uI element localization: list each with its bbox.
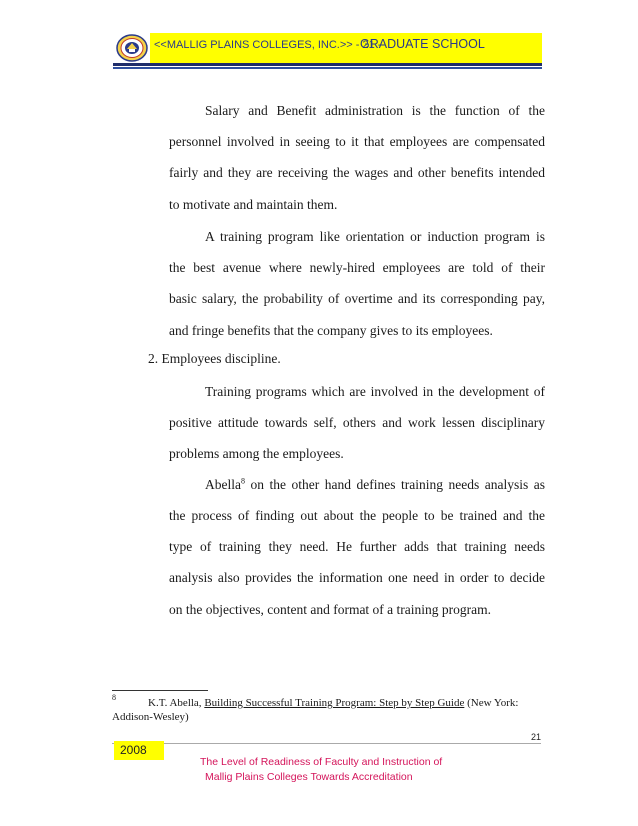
footnote-citation xyxy=(148,697,543,709)
header-school-text: GRADUATE SCHOOL xyxy=(360,37,485,51)
text-line: Training programs which are involved in the development of xyxy=(205,384,545,399)
footnote-number: 8 xyxy=(112,693,116,702)
footer-title-line-1: The Level of Readiness of Faculty and Instruction of xyxy=(200,756,443,768)
text-line: Salary and Benefit administration is the function of the xyxy=(205,103,545,118)
text-line: the process of finding out about the people to be trained and the xyxy=(169,508,545,523)
text-line-rest: on the other hand defines training needs analysis as xyxy=(245,477,545,492)
text-line: analysis also provides the information one need in order to decide xyxy=(169,570,545,585)
text-line: fairly and they are receiving the wages and other benefits intended xyxy=(169,165,545,180)
text-line: on the objectives, content and format of a training program. xyxy=(169,602,492,617)
footer-title-line-2: Mallig Plains Colleges Towards Accreditation xyxy=(205,771,413,783)
text-line: the best avenue where newly-hired employees are told of their xyxy=(169,260,545,275)
text-line: personnel involved in seeing to it that employees are compensated xyxy=(169,134,545,149)
footnote-author: K.T. Abella, xyxy=(148,697,205,709)
footnote-publisher: (New York: xyxy=(464,697,519,709)
author-name: Abella xyxy=(205,477,241,492)
text-line: positive attitude towards self, others and work lessen disciplinary xyxy=(169,415,545,430)
footer-year-badge: 2008 xyxy=(114,741,164,760)
footnote-separator xyxy=(112,690,208,691)
footer-rule xyxy=(112,743,541,744)
text-line: problems among the employees. xyxy=(169,446,344,461)
text-line: basic salary, the probability of overtime and its corresponding pay, xyxy=(169,291,545,306)
footnote-book-title: Building Successful Training Program: Step by Step Guide xyxy=(204,697,465,709)
text-line xyxy=(205,475,545,495)
header-rule-secondary xyxy=(113,67,542,69)
list-item-employees-discipline: 2. Employees discipline. xyxy=(148,351,281,366)
footnote-marker: 8 xyxy=(241,476,245,486)
header-rule xyxy=(113,63,542,66)
page-number: 21 xyxy=(531,732,542,742)
text-line: to motivate and maintain them. xyxy=(169,197,338,212)
text-line: A training program like orientation or induction program is xyxy=(205,229,545,244)
footnote-publisher-line: Addison-Wesley) xyxy=(112,711,189,723)
text-line: type of training they need. He further adds that training needs xyxy=(169,539,545,554)
college-seal-icon xyxy=(115,33,149,63)
header-college-text: <<MALLIG PLAINS COLLEGES, INC.>> - 21 - xyxy=(154,39,382,51)
text-line: and fringe benefits that the company gives to its employees. xyxy=(169,323,493,338)
